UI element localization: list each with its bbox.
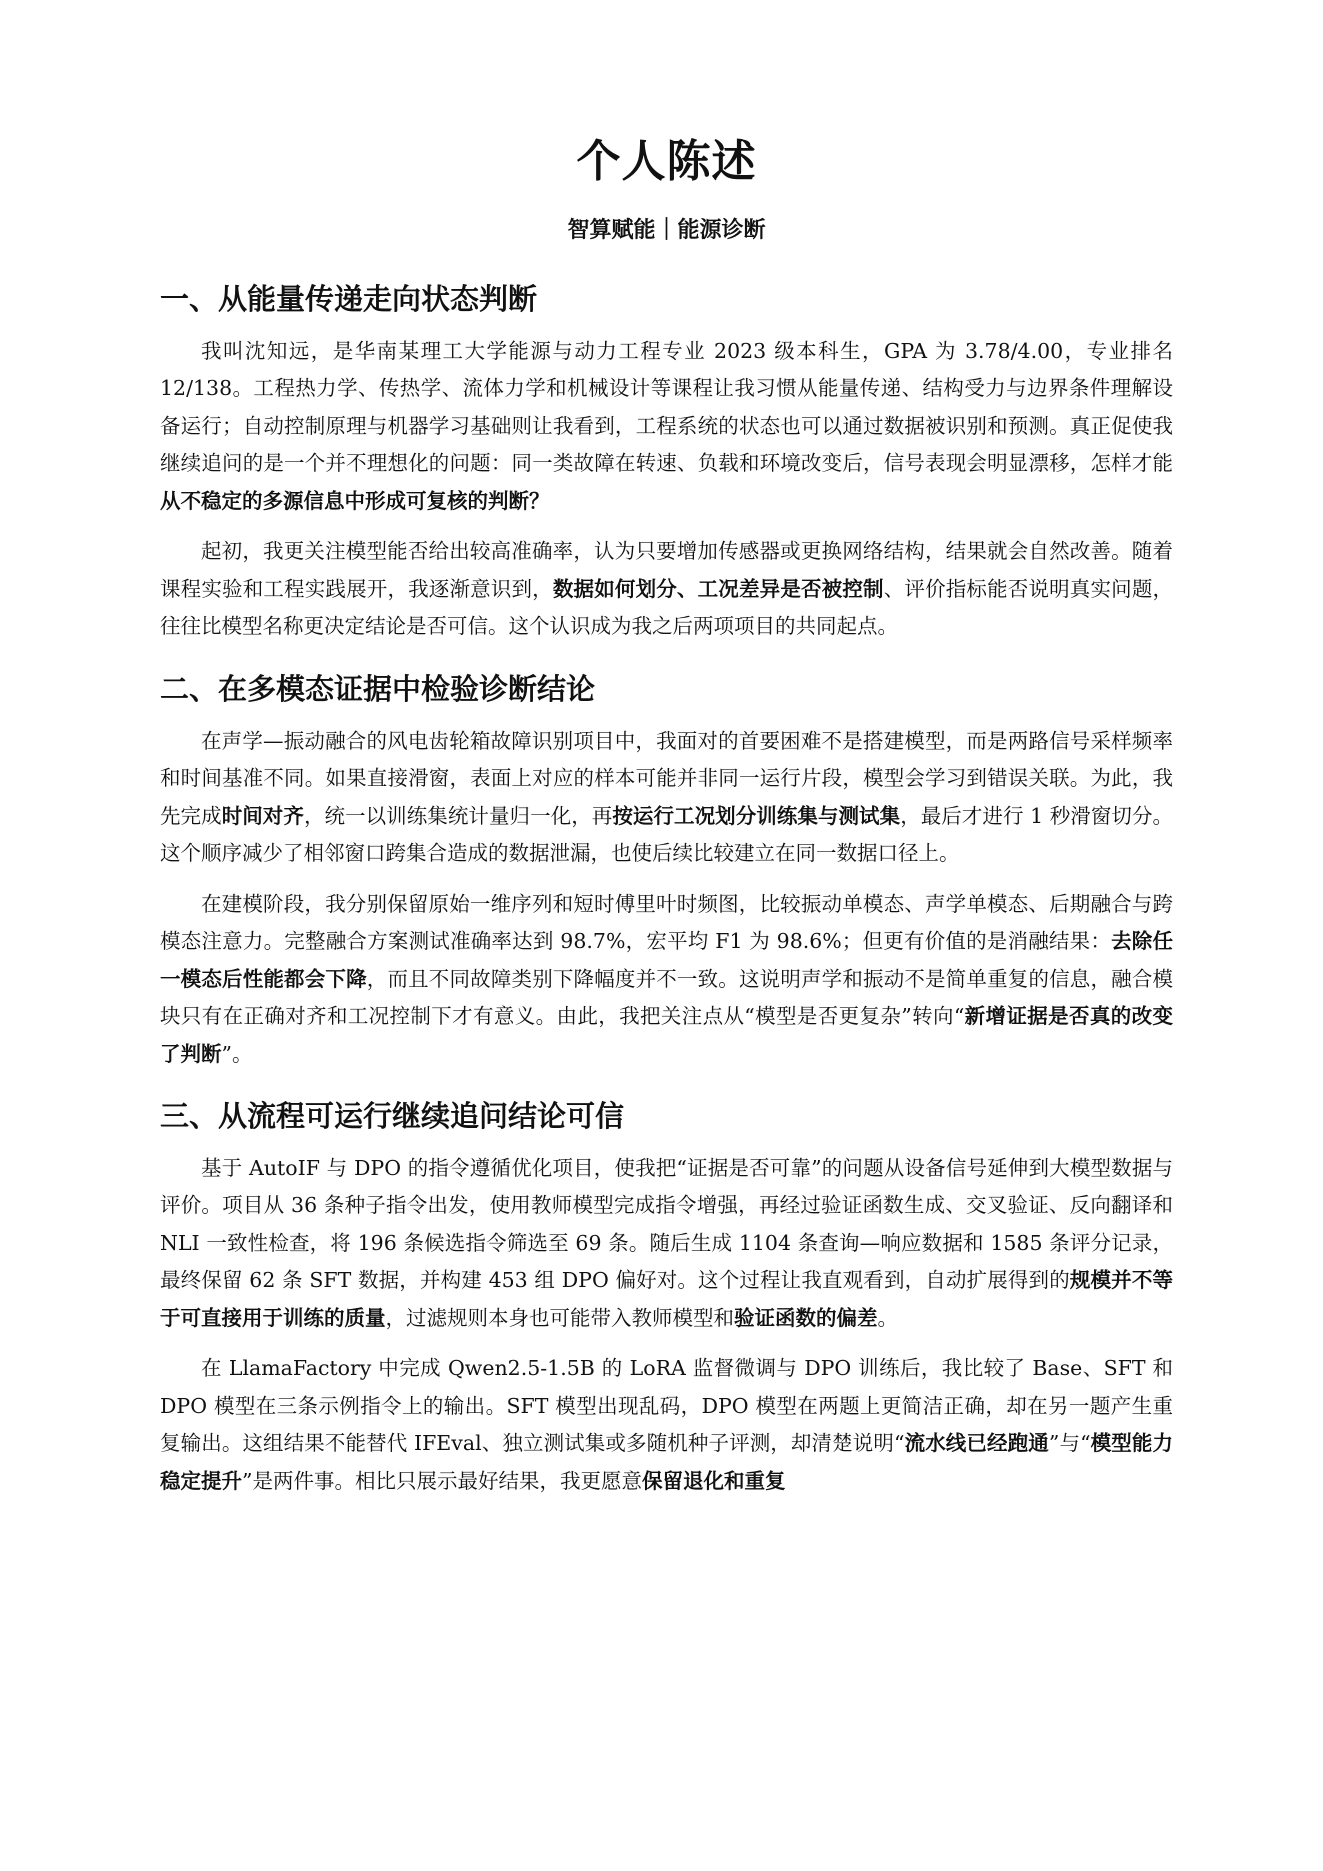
body-paragraph [160, 723, 1173, 873]
body-paragraph [160, 1150, 1173, 1338]
body-paragraph [160, 333, 1173, 521]
body-paragraph [160, 1350, 1173, 1500]
page-subtitle: 智算赋能｜能源诊断 [567, 218, 766, 243]
paragraph-text: ，过滤规则本身也可能带入教师模型和 [385, 1305, 734, 1330]
paragraph-text: ，统一以训练集统计量归一化，再 [303, 803, 613, 828]
emphasized-text: 数据如何划分、工况差异是否被控制 [552, 576, 884, 601]
emphasized-text: 规模并不等于可直接用于训练的质量 [160, 1268, 1173, 1330]
section-heading: 二、在多模态证据中检验诊断结论 [160, 671, 596, 706]
emphasized-text: 去除任一模态后性能都会下降 [160, 929, 1174, 991]
emphasized-text: 保留退化和重复 [641, 1468, 786, 1493]
paragraph-text: 在声学—振动融合的风电齿轮箱故障识别项目中，我面对的首要困难不是搭建模型，而是两路信号采样频率和时间基准不同。如果直接滑窗，表面上对应的样本可能并非同一运行片段，模型会学习到错误关联。为此，我先完成 [160, 728, 1173, 828]
paragraph-text: 在 LlamaFactory 中完成 Qwen2.5-1.5B 的 LoRA 监督微调与 DPO 训练后，我比较了 Base、SFT 和 DPO 模型在三条示例指令上的输出。SFT 模型出现乱码，DPO 模型在两题上更简洁正确，却在另一题产生重复输出。这组结果不能替代 IFEval、独立测试集或多随机种子评测，却清楚说明“ [160, 1356, 1173, 1456]
paragraph-text: 。 [877, 1305, 898, 1330]
paragraph-text: ，而且不同故障类别下降幅度并不一致。这说明声学和振动不是简单重复的信息，融合模块只有在正确对齐和工况控制下才有意义。由此，我把关注点从“模型是否更复杂”转向“ [160, 966, 1174, 1029]
paragraph-text: ”是两件事。相比只展示最好结果，我更愿意 [242, 1468, 642, 1493]
paragraph-text: 在建模阶段，我分别保留原始一维序列和短时傅里叶时频图，比较振动单模态、声学单模态、后期融合与跨模态注意力。完整融合方案测试准确率达到 98.7%，宏平均 F1 为 98.6%；但更有价值的是消融结果： [160, 891, 1173, 954]
emphasized-text: 新增证据是否真的改变了判断 [160, 1004, 1173, 1066]
section-heading: 一、从能量传递走向状态判断 [160, 282, 538, 316]
paragraph-text: ”。 [221, 1041, 253, 1066]
paragraph-text: 、评价指标能否说明真实问题，往往比模型名称更决定结论是否可信。这个认识成为我之后两项项目的共同起点。 [160, 576, 1174, 639]
body-paragraph [160, 533, 1173, 646]
emphasized-text: 从不稳定的多源信息中形成可复核的判断？ [160, 488, 550, 513]
section-heading: 三、从流程可运行继续追问结论可信 [160, 1099, 625, 1134]
emphasized-text: 流水线已经跑通 [904, 1431, 1049, 1456]
emphasized-text: 验证函数的偏差 [734, 1305, 878, 1330]
emphasized-text: 时间对齐 [221, 803, 304, 828]
body-paragraph [160, 886, 1173, 1074]
emphasized-text: 按运行工况划分训练集与测试集 [612, 803, 901, 828]
paragraph-text: ，最后才进行 1 秒滑窗切分。这个顺序减少了相邻窗口跨集合造成的数据泄漏，也使后续比较建立在同一数据口径上。 [160, 803, 1174, 866]
page-title: 个人陈述 [576, 136, 757, 187]
emphasized-text: 模型能力稳定提升 [160, 1431, 1174, 1493]
paragraph-text: 基于 AutoIF 与 DPO 的指令遵循优化项目，使我把“证据是否可靠”的问题从设备信号延伸到大模型数据与评价。项目从 36 条种子指令出发，使用教师模型完成指令增强，再经过验证函数生成、交叉验证、反向翻译和 NLI 一致性检查，将 196 条候选指令筛选至 69 条。随后生成 1104 条查询—响应数据和 1585 条评分记录，最终保留 62 条 SFT 数据，并构建 453 组 DPO 偏好对。这个过程让我直观看到，自动扩展得到的 [160, 1155, 1173, 1293]
paragraph-text: 我叫沈知远，是华南某理工大学能源与动力工程专业 2023 级本科生，GPA 为 3.78/4.00，专业排名 12/138。工程热力学、传热学、流体力学和机械设计等课程让我习惯从能量传递、结构受力与边界条件理解设备运行；自动控制原理与机器学习基础则让我看到，工程系统的状态也可以通过数据被识别和预测。真正促使我继续追问的是一个并不理想化的问题：同一类故障在转速、负载和环境改变后，信号表现会明显漂移，怎样才能 [160, 338, 1173, 476]
paragraph-text: ”与“ [1048, 1431, 1091, 1456]
document-body [160, 282, 1173, 1500]
paragraph-text: 起初，我更关注模型能否给出较高准确率，认为只要增加传感器或更换网络结构，结果就会自然改善。随着课程实验和工程实践展开，我逐渐意识到， [160, 539, 1173, 601]
